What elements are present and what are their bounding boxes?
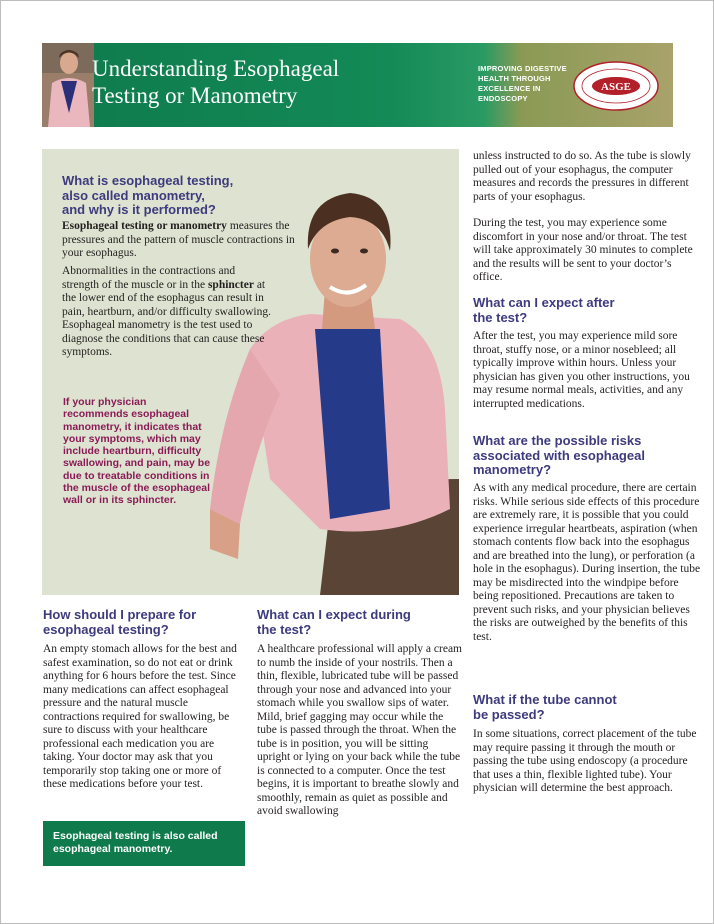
heading-line: the test? <box>257 621 312 637</box>
term-manometry: Esophageal testing or manometry <box>62 220 227 232</box>
tagline-line-3: EXCELLENCE IN <box>478 84 541 93</box>
tagline-line-1: IMPROVING DIGESTIVE <box>478 64 567 73</box>
title-line-2: Testing or Manometry <box>92 83 298 108</box>
tube-fail-paragraph: In some situations, correct placement of the tube may require passing it through the mouth or passing the tube using endoscopy (a procedure that uses a thin, flexible lighted tube). Your physician will determine the best approach. <box>473 728 697 794</box>
note-line: esophageal manometry. <box>53 843 173 855</box>
paragraph-text: measures the pressures and the pattern of muscle contractions in your esophagus. <box>62 220 295 259</box>
title-line-1: Understanding Esophageal <box>92 56 340 81</box>
heading-line: What can I expect during <box>257 607 411 622</box>
heading-what-is <box>62 174 277 218</box>
svg-text:ASGE: ASGE <box>601 81 631 93</box>
heading-line: What if the tube cannot <box>473 692 617 707</box>
heading-line: How should I prepare for <box>43 607 197 622</box>
tagline-line-2: HEALTH THROUGH <box>478 74 551 83</box>
note-line: Esophageal testing is also called <box>53 830 218 842</box>
heading-line: manometry? <box>473 462 552 477</box>
heading-line: also called manometry, <box>62 187 205 203</box>
heading-prepare <box>43 608 243 637</box>
header-photo <box>42 43 94 127</box>
prepare-paragraph: An empty stomach allows for the best and safest examination, so do not eat or drink anything for 6 hours before the test. Since many medications can affect esophageal pressure and the natural muscle contractions required for swallowing, be sure to discuss with your healthcare professional each medication you are taking. Your doctor may ask that you temporarily stop taking one or more of these medications before your test. <box>43 643 237 790</box>
heading-line: associated with esophageal <box>473 447 645 463</box>
heading-risks <box>473 434 703 478</box>
page-title <box>92 55 452 109</box>
paragraph-text: at the lower end of the esophagus can result in pain, heartburn, and/or difficulty swallowing. Esophageal manometry is the test used to diagnose the conditions that can cause these symptoms. <box>62 278 271 358</box>
heading-line: and why is it performed? <box>62 202 216 217</box>
heading-during <box>257 608 457 637</box>
heading-line: the test? <box>473 309 528 325</box>
asge-logo <box>572 60 660 112</box>
tagline-line-4: ENDOSCOPY <box>478 94 528 103</box>
heading-line: esophageal testing? <box>43 621 169 637</box>
note-box <box>43 821 245 866</box>
risks-paragraph: As with any medical procedure, there are certain risks. While serious side effects of this procedure are extremely rare, it is possible that you could experience irregular heartbeats, aspiration (when stomach contents flow back into the esophagus and are breathed into the lung), or perforation (a hole in the esophagus). During insertion, the tube may be misdirected into the windpipe before being repositioned. Precautions are taken to prevent such risks, and your physician believes the risks are outweighed by the benefits of this test. <box>473 482 701 643</box>
during-continued-paragraph: unless instructed to do so. As the tube is slowly pulled out of your esophagus, the computer measures and records the pressures in different parts of your esophagus. <box>473 150 691 203</box>
header-banner <box>42 43 673 127</box>
discomfort-paragraph: During the test, you may experience some discomfort in your nose and/or throat. The test will take approximately 30 minutes to complete and the results will be sent to your doctor’s office. <box>473 217 693 283</box>
heading-line: What can I expect after <box>473 295 615 310</box>
heading-line: be passed? <box>473 706 545 722</box>
paragraph-text: Abnormalities in the contractions and strength of the muscle or in the <box>62 265 236 291</box>
heading-after <box>473 296 703 325</box>
term-sphincter: sphincter <box>207 278 254 291</box>
physician-callout: If your physician recommends esophageal manometry, it indicates that your symptoms, which may include heartburn, difficulty swallowing, and pain, may be due to treatable conditions in the muscle of the esophageal wall or in its sphincter. <box>63 396 211 507</box>
heading-tube-fail <box>473 693 703 722</box>
after-paragraph: After the test, you may experience mild sore throat, stuffy nose, or a minor nosebleed; all typically improve within hours. Unless your physician has given you other instructions, you may resume normal meals, activities, and any interrupted medications. <box>473 330 690 410</box>
what-is-paragraph-1 <box>62 220 312 261</box>
during-paragraph: A healthcare professional will apply a cream to numb the inside of your nostrils. Then a thin, flexible, lubricated tube will be passed through your nose and advanced into your stomach while you swallow sips of water. Mild, brief gagging may occur while the tube is passed through the throat. When the tube is in position, you will be sitting upright or lying on your back while the tube is connected to a computer. Once the test begins, it is important to breathe slowly and smoothly, remain as quiet as possible and avoid swallowing <box>257 643 463 817</box>
heading-line: What is esophageal testing, <box>62 173 234 188</box>
what-is-paragraph-2 <box>62 265 274 360</box>
heading-line: What are the possible risks <box>473 433 642 448</box>
